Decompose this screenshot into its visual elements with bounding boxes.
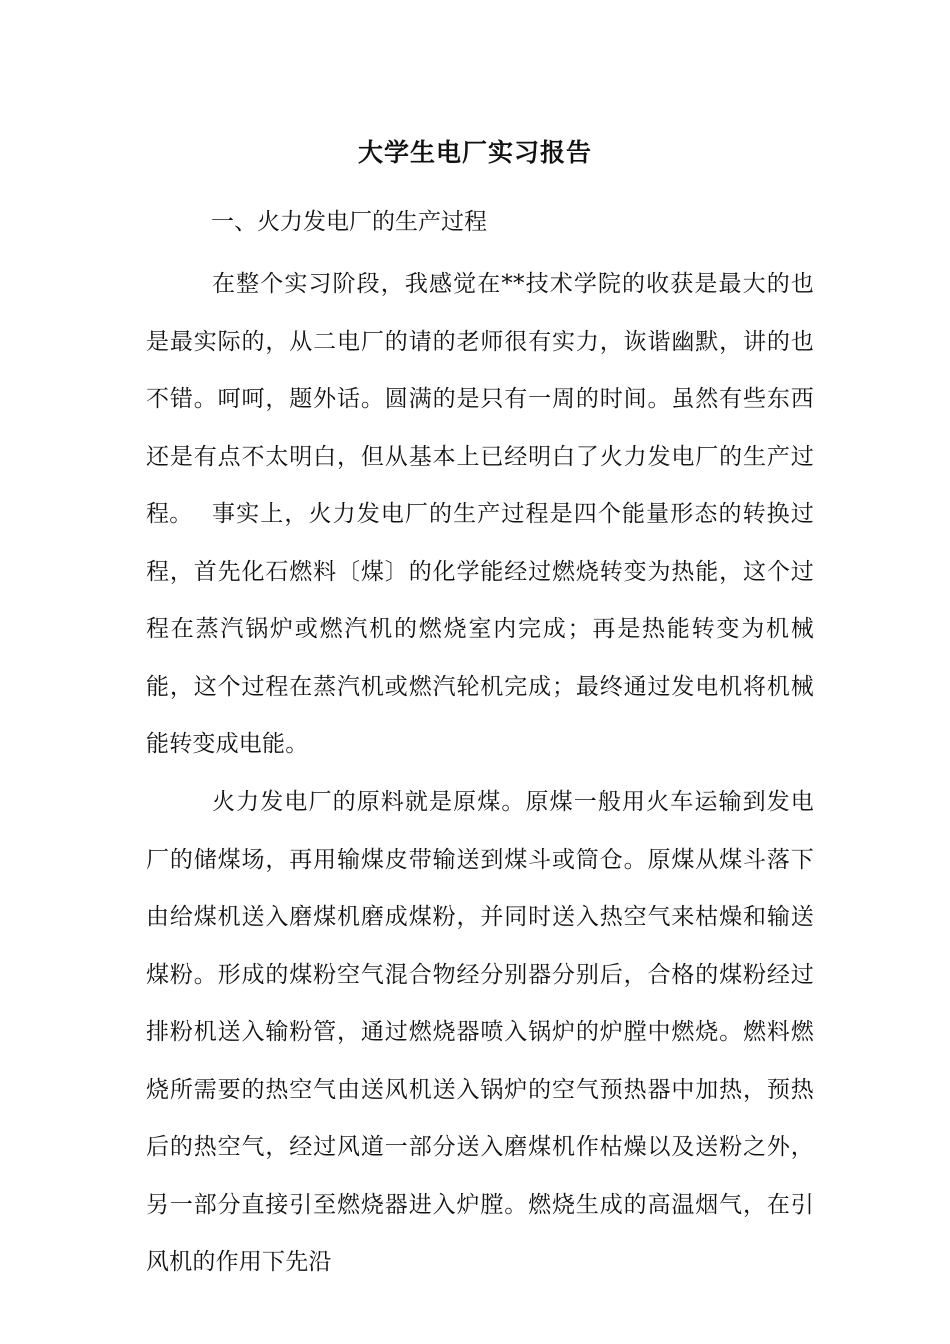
- paragraph-1: 在整个实习阶段，我感觉在**技术学院的收获是最大的也是最实际的，从二电厂的请的老师很有实力，诙谐幽默，讲的也不错。呵呵，题外话。圆满的是只有一周的时间。虽然有些东西还是有点不太明白，但从基本上已经明白了火力发电厂的生产过程。: [146, 271, 814, 527]
- section-heading: 一、火力发电厂的生产过程: [211, 209, 487, 235]
- paragraph-3: 火力发电厂的原料就是原煤。原煤一般用火车运输到发电厂的储煤场，再用输煤皮带输送到煤斗或筒仓。原煤从煤斗落下由给煤机送入磨煤机磨成煤粉，并同时送入热空气来枯燥和输送煤粉。形成的煤粉空气混合物经分别器分别后，合格的煤粉经过排粉机送入输粉管，通过燃烧器喷入锅炉的炉膛中燃烧。燃料燃烧所需要的热空气由送风机送入锅炉的空气预热器中加热，预热后的热空气，经过风道一部分送入磨煤机作枯燥以及送粉之外，另一部分直接引至燃烧器进入炉膛。燃烧生成的高温烟气，在引风机的作用下先沿: [146, 789, 814, 1275]
- document-title: 大学生电厂实习报告: [357, 138, 592, 167]
- paragraph-2: 事实上，火力发电厂的生产过程是四个能量形态的转换过程，首先化石燃料〔煤〕的化学能经过燃烧转变为热能，这个过程在蒸汽锅炉或燃汽机的燃烧室内完成；再是热能转变为机械能，这个过程在蒸汽机或燃汽轮机完成；最终通过发电机将机械能转变成电能。: [146, 501, 814, 757]
